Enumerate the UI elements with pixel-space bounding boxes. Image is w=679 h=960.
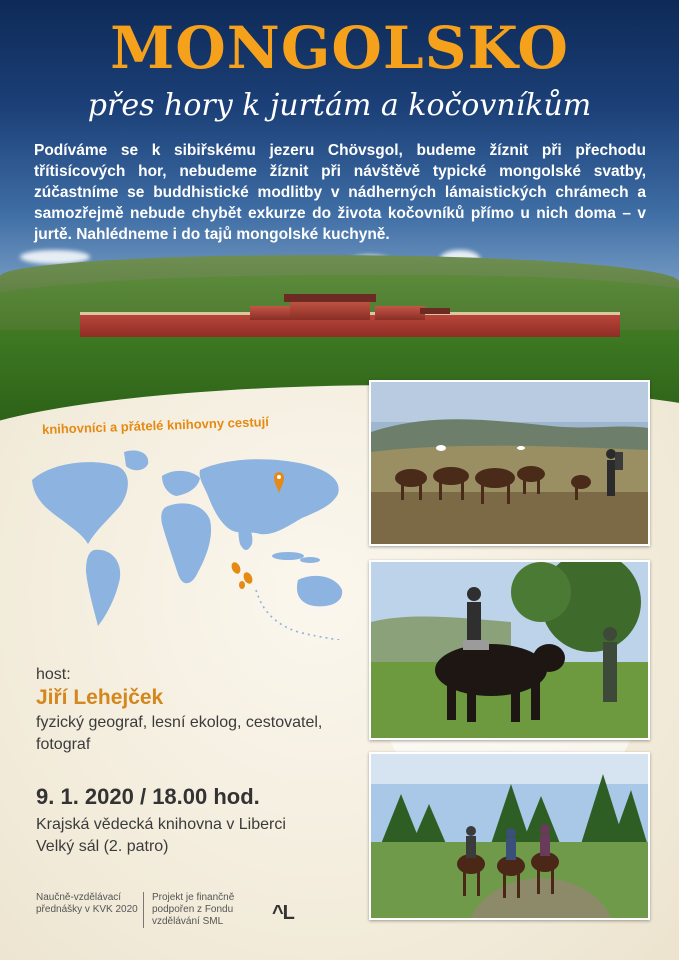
footer-divider xyxy=(143,892,144,928)
temple-building xyxy=(375,306,425,320)
library-logo: ^L xyxy=(272,902,294,924)
photo-yak-rider xyxy=(369,560,650,740)
host-name: Jiří Lehejček xyxy=(36,686,164,709)
footprints-icon xyxy=(230,561,254,589)
photo-horses xyxy=(369,380,650,546)
venue-name: Krajská vědecká knihovna v Liberci xyxy=(36,816,286,833)
poster-title: MONGOLSKO xyxy=(110,14,569,82)
event-venue xyxy=(36,814,356,858)
poster-subtitle: přes hory k jurtám a kočovníkům xyxy=(87,88,592,123)
host-description: fyzický geograf, lesní ekolog, cestovatel, fotograf xyxy=(36,714,323,753)
temple-roof xyxy=(284,294,376,302)
footer-series: Naučně-vzdělávací přednášky v KVK 2020 xyxy=(36,892,138,915)
intro-paragraph: Podíváme se k sibiřskému jezeru Chövsgol, budeme žíznit při přechodu třítisícových hor, nebudeme žíznit při návštěvě typické mongolské svatby, zúčastníme se buddhistické modlitby v nádherných lámaistických chrámech a samozřejmě nebude chybět exkurze do života kočovníků přímo u nich doma – v jurtě. Nahlédneme i do tajů mongolské kuchyně. xyxy=(34,142,646,243)
footer-funding: Projekt je finančně podpořen z Fondu vzdělávání SML xyxy=(152,892,235,927)
travel-tagline: knihovníci a přátelé knihovny cestují xyxy=(41,414,270,437)
temple-building xyxy=(290,300,370,320)
world-map-icon xyxy=(12,440,362,640)
venue-room: Velký sál (2. patro) xyxy=(36,838,169,855)
host-label: host: xyxy=(36,666,71,683)
temple-roof xyxy=(420,308,450,314)
photo-horse-riders xyxy=(369,752,650,920)
event-datetime: 9. 1. 2020 / 18.00 hod. xyxy=(36,784,260,809)
temple-building xyxy=(250,306,290,320)
